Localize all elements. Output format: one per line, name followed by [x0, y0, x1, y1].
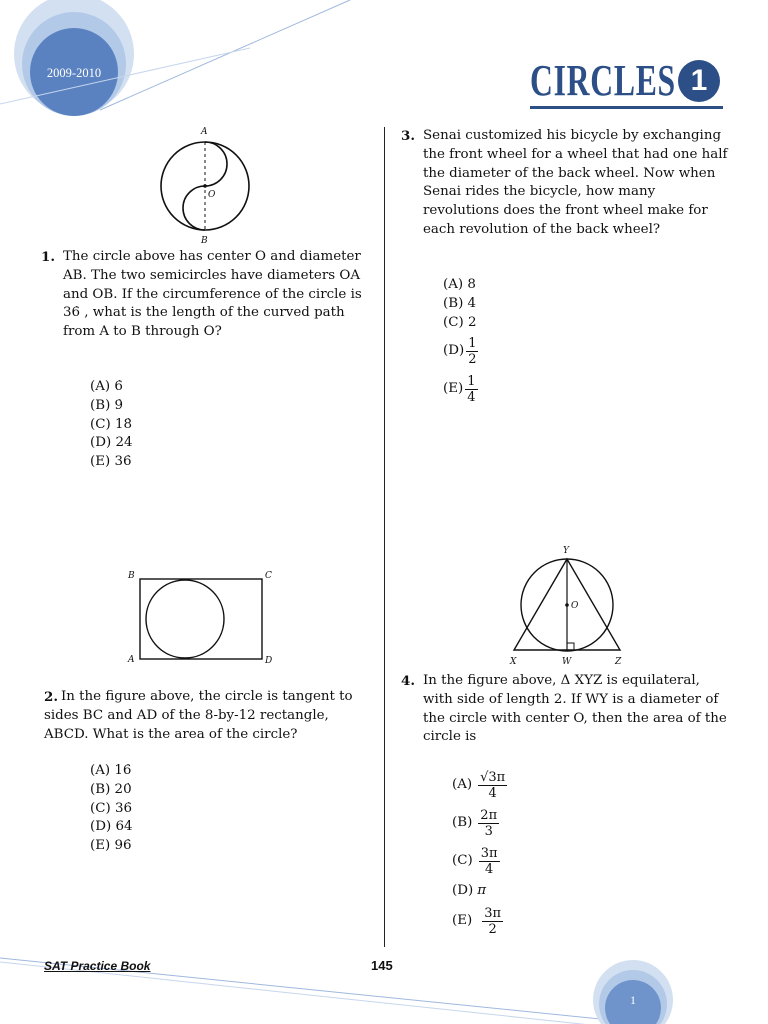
q4-choice-b-label: (B) — [452, 814, 473, 830]
q3-choice-d[interactable] — [443, 332, 478, 370]
q3-choice-d-label: (D) — [443, 342, 465, 358]
q4-choice-d-value: π — [477, 882, 486, 898]
page-title — [530, 56, 722, 110]
q2-choice-a[interactable]: (A) 16̇ — [90, 763, 132, 778]
q1-choice-c[interactable]: (C) 18̇ — [90, 416, 132, 432]
q2-number: 2. — [44, 689, 58, 705]
q4-label-w: W — [562, 657, 572, 667]
q3-choice-c[interactable]: (C) 2 — [443, 314, 477, 330]
footer-book-title: SAT Practice Book — [44, 959, 151, 973]
q4-choice-d-label: (D) — [452, 882, 474, 898]
q4-choices — [452, 766, 507, 940]
q3-choice-e[interactable] — [443, 370, 478, 408]
q1-label-b: B — [201, 236, 208, 246]
title-underline — [530, 106, 723, 109]
question-1 — [41, 248, 366, 342]
q1-number: 1. — [41, 249, 55, 265]
fraction-numerator: 2π — [480, 807, 498, 823]
q4-label-y: Y — [563, 546, 569, 556]
fraction-numerator: 1 — [467, 373, 476, 389]
q1-label-a: A — [201, 127, 208, 137]
q4-choice-a-fraction — [478, 770, 507, 801]
fraction-denominator: 4 — [467, 389, 476, 405]
q3-choice-e-fraction — [465, 374, 477, 405]
q4-label-x: X — [510, 657, 517, 667]
fraction-denominator: 2 — [488, 921, 497, 937]
q1-choice-b[interactable]: (B) 9̇ — [90, 397, 124, 413]
q1-text: The circle above has center O and diameter AB. The two semicircles have diameters OA and OB. If the circumference of the circle is 36̇ , what is the length of the curved path from A to B through O? — [63, 249, 362, 340]
year-label: 2009-2010 — [46, 66, 102, 80]
q4-label-z: Z — [615, 657, 622, 667]
question-2 — [44, 688, 369, 744]
q1-choice-a[interactable]: (A) 6̇ — [90, 379, 123, 394]
q2-choice-d[interactable]: (D) 64̇ — [90, 819, 133, 835]
q1-choices — [90, 378, 132, 472]
q2-choice-e[interactable]: (E) 96̇ — [90, 838, 132, 854]
q3-choice-d-fraction — [466, 336, 478, 367]
question-4 — [401, 672, 731, 747]
q4-choice-c-fraction — [479, 846, 500, 877]
q4-choice-e-fraction — [482, 906, 503, 937]
q1-choice-d[interactable]: (D) 24̇ — [90, 435, 133, 451]
q4-choice-e[interactable] — [452, 902, 507, 940]
column-divider — [384, 127, 385, 947]
footer-decoration — [0, 938, 768, 1024]
fraction-denominator: 3 — [484, 823, 493, 839]
q3-text: Senai customized his bicycle by exchanging the front wheel for a wheel that had one half the diameter of the back wheel. Now when Senai rides the bicycle, how many revolutions does the front wheel make for each revolution of the back wheel? — [423, 128, 728, 237]
fraction-numerator: 1 — [468, 335, 477, 351]
q4-choice-e-label: (E) — [452, 912, 473, 928]
q4-label-o: O — [571, 601, 579, 611]
header-decoration — [0, 0, 360, 130]
footer-page-number: 145 — [371, 958, 393, 973]
q4-text: In the figure above, Δ XYZ is equilateral, with side of length 2. If WY is a diameter of the circle with center O, then the area of the circle is — [423, 673, 727, 745]
question-3 — [401, 127, 731, 240]
q2-figure — [124, 566, 280, 668]
q1-choice-e[interactable]: (E) 36̇ — [90, 454, 132, 470]
fraction-denominator: 2 — [468, 351, 477, 367]
q2-choice-c[interactable]: (C) 36̇ — [90, 800, 132, 816]
q4-choice-d[interactable] — [452, 880, 507, 902]
footer-circle-number: 1 — [630, 993, 636, 1007]
q2-text: In the figure above, the circle is tangent to sides BC and AD of the 8-by-12 rectangle, ABCD. What is the area of the circle? — [44, 689, 353, 742]
q3-choice-a[interactable]: (A) 8 — [443, 277, 476, 292]
q3-choices — [443, 276, 478, 408]
q3-choice-b[interactable]: (B) 4 — [443, 295, 477, 311]
q4-number: 4. — [401, 673, 415, 689]
q2-label-c: C — [265, 571, 272, 581]
q2-choice-b[interactable]: (B) 20̇ — [90, 781, 132, 797]
q4-choice-c[interactable] — [452, 842, 507, 880]
fraction-numerator: 3π — [484, 905, 502, 921]
q2-choices — [90, 762, 132, 856]
q4-choice-c-label: (C) — [452, 852, 473, 868]
q4-figure — [503, 542, 633, 670]
q3-choice-e-label: (E) — [443, 380, 464, 396]
title-number-badge: 1 — [678, 60, 720, 102]
title-text: CIRCLES — [530, 56, 676, 105]
q4-choice-a[interactable] — [452, 766, 507, 804]
fraction-denominator: 4 — [488, 785, 497, 801]
q3-number: 3. — [401, 128, 415, 144]
q4-choice-b-fraction — [478, 808, 499, 839]
fraction-numerator: √3π — [480, 769, 506, 785]
q4-choice-a-label: (A) — [452, 776, 473, 792]
q1-figure — [154, 124, 256, 246]
q2-label-a: A — [128, 655, 135, 665]
q4-choice-b[interactable] — [452, 804, 507, 842]
q2-label-b: B — [128, 571, 135, 581]
q1-label-o: O — [208, 190, 216, 200]
fraction-numerator: 3π — [480, 845, 498, 861]
fraction-denominator: 4 — [484, 861, 494, 877]
q2-label-d: D — [265, 656, 273, 666]
